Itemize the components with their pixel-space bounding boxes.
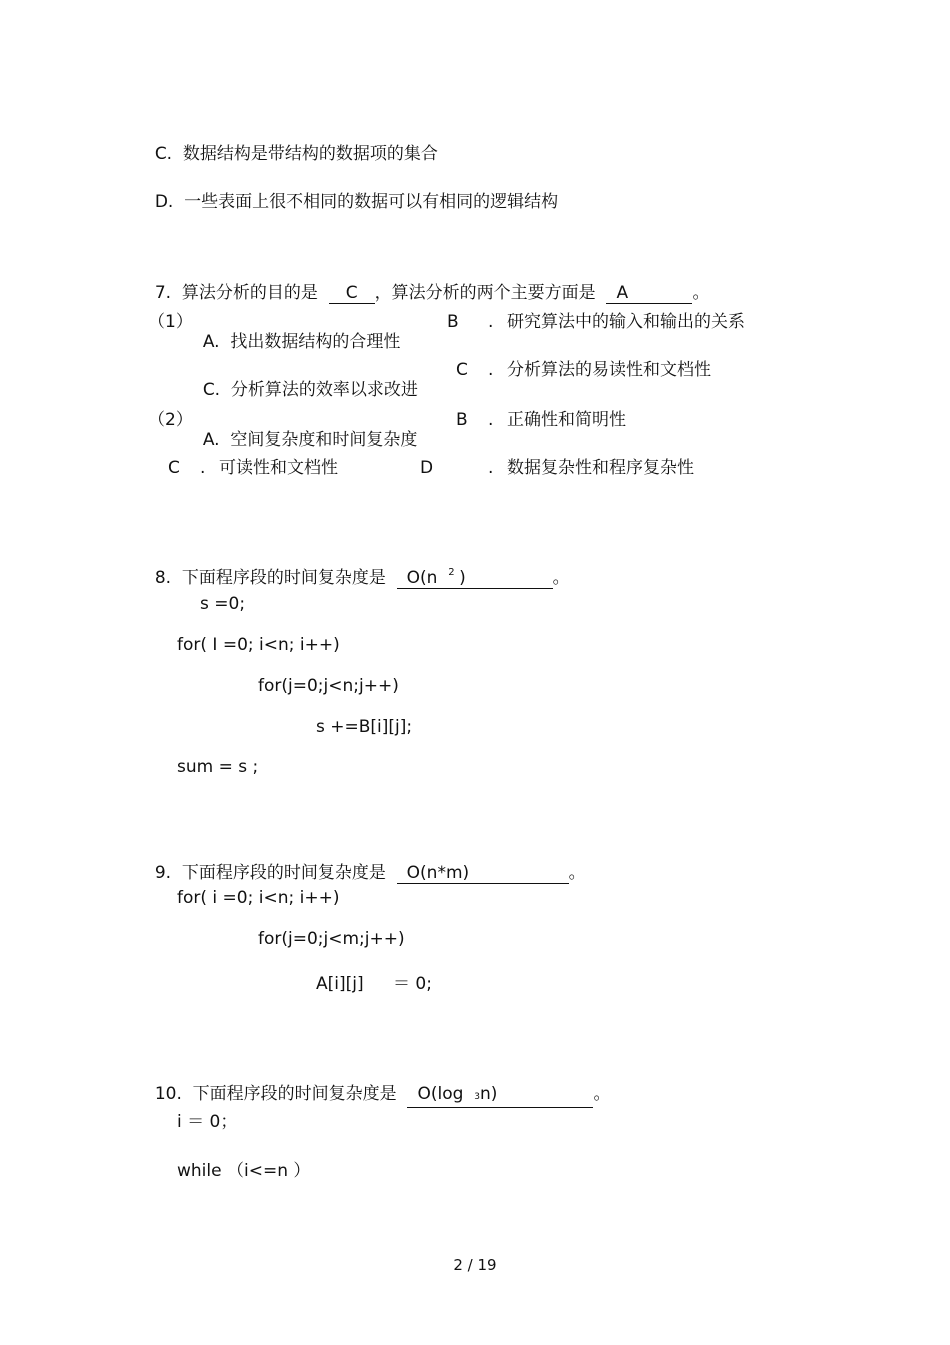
answer-text: ) (459, 568, 466, 588)
q7-part1-d-dot: . (488, 360, 494, 380)
q7-part1-b-text: 研究算法中的输入和输出的关系 (507, 312, 745, 332)
answer-subscript: 3 (474, 1092, 480, 1102)
code-line: for( i =0; i<n; i++) (177, 888, 340, 908)
option-d (144, 172, 558, 212)
question-number: 8. (154, 568, 172, 588)
question-text: 下面程序段的时间复杂度是 (181, 863, 386, 883)
option-label: D. (154, 192, 174, 212)
code-line: for( I =0; i<n; i++) (177, 635, 340, 655)
code-line: A[i][j] (316, 974, 364, 994)
q7-part2-a (192, 410, 417, 450)
code-line: i ＝ 0； (177, 1112, 238, 1132)
q7-part2-b-dot: . (488, 410, 494, 430)
answer-text: O(n (406, 568, 438, 588)
question-7-stem (144, 263, 709, 304)
question-number: 9. (154, 863, 172, 883)
code-line: s +=B[i][j]; (316, 717, 413, 737)
q7-part1-a (192, 312, 400, 352)
code-line: while （i<=n ） (177, 1161, 311, 1181)
option-label: A. (202, 332, 220, 352)
q7-part2-d-dot: . (488, 458, 494, 478)
question-text: ，算法分析的两个主要方面是 (374, 283, 596, 303)
period: 。 (568, 863, 586, 883)
q7-part2-b-label: B (456, 410, 468, 430)
q7-part2-num: （2） (148, 410, 193, 430)
code-line: for(j=0;j<m;j++) (258, 929, 405, 949)
q7-part1-num: （1） (148, 312, 193, 332)
question-text: 算法分析的目的是 (181, 283, 318, 303)
page-number: 2 / 19 (453, 1256, 497, 1274)
code-line: ＝ 0; (393, 974, 432, 994)
option-text: 分析算法的效率以求改进 (230, 380, 418, 400)
code-line: sum = s ; (177, 757, 259, 777)
q7-part2-d-text: 数据复杂性和程序复杂性 (507, 458, 694, 478)
option-text: 找出数据结构的合理性 (230, 332, 401, 352)
answer-blank: A (606, 284, 692, 304)
question-text: 下面程序段的时间复杂度是 (181, 568, 386, 588)
period: 。 (552, 568, 570, 588)
code-line: s =0; (200, 594, 246, 614)
option-label: C. (202, 380, 221, 400)
option-text: 一些表面上很不相同的数据可以有相同的逻辑结构 (184, 192, 559, 212)
answer-blank: O(n*m) (397, 864, 569, 884)
q7-part2-c-dot: . (200, 458, 206, 478)
period: 。 (692, 283, 710, 303)
option-text: 空间复杂度和时间复杂度 (230, 430, 418, 450)
q7-part1-d-label: C (456, 360, 468, 380)
q7-part2-d-label: D (420, 458, 434, 478)
answer-superscript: 2 (448, 567, 455, 578)
question-text: 下面程序段的时间复杂度是 (192, 1084, 397, 1104)
answer-blank: C (329, 284, 375, 304)
answer-text: n) (479, 1084, 498, 1104)
q7-part2-c-text: 可读性和文档性 (219, 458, 338, 478)
question-10-stem (144, 1064, 610, 1108)
q7-part1-d-text: 分析算法的易读性和文档性 (507, 360, 711, 380)
option-text: 数据结构是带结构的数据项的集合 (182, 144, 438, 164)
question-number: 7. (154, 283, 172, 303)
option-label: C. (154, 144, 173, 164)
q7-part1-b-dot: . (488, 312, 494, 332)
code-line: for(j=0;j<n;j++) (258, 676, 399, 696)
period: 。 (593, 1084, 611, 1104)
answer-blank (407, 1085, 593, 1108)
q7-part1-c (192, 360, 418, 400)
option-label: A. (202, 430, 220, 450)
q7-part2-b-text: 正确性和简明性 (507, 410, 626, 430)
answer-blank (397, 569, 553, 589)
question-9-stem (144, 843, 586, 884)
option-c (144, 124, 438, 164)
q7-part2-c-label: C (168, 458, 180, 478)
question-number: 10. (154, 1084, 182, 1104)
q7-part1-b-label: B (447, 312, 459, 332)
question-8-stem (144, 548, 570, 589)
answer-text: O(log (417, 1084, 464, 1104)
